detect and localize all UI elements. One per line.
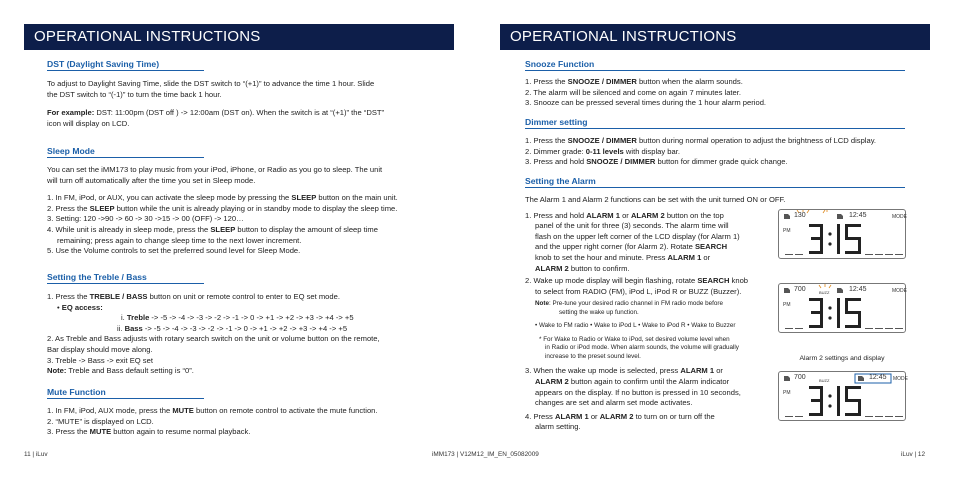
treble-bass-title: Setting the Treble / Bass [47, 272, 204, 284]
right-page-number: iLuv | 12 [901, 451, 926, 458]
alarm-step3-line3: appears on the display. If no button is pressed in 10 seconds, [535, 387, 741, 397]
dst-title: DST (Daylight Saving Time) [47, 59, 204, 71]
treble-note-text: Treble and Bass default setting is “0”. [66, 366, 194, 376]
dimmer-title: Dimmer setting [525, 117, 905, 129]
lcd2-alarm2-time: 12:45 [849, 286, 867, 293]
alarm-bell-icon [784, 214, 790, 219]
alarm-step1-search: SEARCH [694, 242, 728, 252]
lcd-display-wake-mode [778, 283, 906, 333]
alarm-step2-end: knob [729, 276, 749, 286]
treble-step1-key: TREBLE / BASS [89, 292, 148, 301]
sleep-step2: 2. Press the [47, 203, 90, 213]
treble-step1-end: button on unit or remote control to enter to EQ set mode. [147, 292, 340, 301]
alarm-step4-line2: alarm setting. [535, 422, 581, 432]
alarm-step1-line6: button to confirm. [568, 263, 630, 273]
alarm-step1-line5-or: or [701, 252, 711, 262]
treble-values: -> -5 -> -4 -> -3 -> -2 -> -1 -> 0 -> +1 -> +2 -> +3 -> +4 -> +5 [149, 313, 354, 323]
alarm-step2-key: SEARCH [697, 276, 730, 286]
treble-note-label: Note: [47, 366, 67, 376]
bass-label: Bass [124, 323, 143, 333]
sleep-step4-key: SLEEP [210, 224, 236, 234]
eq-bullet: • [57, 302, 62, 312]
sleep-p1-line2: will turn off automatically after the time you set in Sleep mode. [47, 175, 256, 185]
alarm-step1-line2: panel of the unit for three (3) seconds. The alarm time will [535, 221, 729, 231]
dimmer-step2-key: 0-11 levels [585, 146, 624, 156]
alarm-step2-line2: to select from RADIO (FM), iPod L, iPod R or BUZZ (Buzzer). [535, 286, 742, 296]
document-id: iMM173 | V12M12_IM_EN_05082009 [432, 451, 539, 458]
snooze-title: Snooze Function [525, 59, 905, 71]
alarm2-bell-icon [837, 214, 843, 219]
mute-step1: 1. In FM, iPod, AUX mode, press the [47, 406, 173, 415]
alarm-step1-key1: ALARM 1 [586, 210, 620, 220]
mute-function-title: Mute Function [47, 387, 204, 399]
alarm-note-label: Note [535, 300, 549, 308]
dst-p1-line2: the DST switch to “(-1)” to turn the time back 1 hour. [47, 89, 222, 99]
alarm-star-line3: increase to the preset sound level. [545, 352, 641, 360]
alarm2-bell-icon [837, 288, 843, 293]
wake-options-list: • Wake to FM radio • Wake to iPod L • Wake to iPod R • Wake to Buzzer [535, 322, 736, 330]
treble-bass-body [47, 292, 380, 377]
sleep-step2-end: button while the unit is already playing or in standby mode to display the sleep time. [114, 203, 398, 213]
setting-alarm-body [525, 195, 785, 433]
left-page-banner: OPERATIONAL INSTRUCTIONS [24, 24, 454, 50]
alarm-step3-line2: button again to confirm until the Alarm indicator [568, 376, 730, 386]
snooze-step1-key: SNOOZE / DIMMER [567, 77, 637, 86]
mute-step2: 2. “MUTE” is displayed on LCD. [47, 416, 154, 426]
alarm-note-line2: setting the wake up function. [559, 308, 639, 316]
mute-step1-end: button on remote control to activate the mute function. [193, 406, 378, 415]
sleep-step4-cont: remaining; press again to change sleep time to the next lower increment. [57, 235, 302, 245]
dimmer-step1-end: button during normal operation to adjust the brightness of LCD display. [636, 136, 877, 145]
alarm-step1-line5-key: ALARM 1 [667, 252, 702, 262]
sleep-step1-end: button on the main unit. [316, 193, 398, 203]
alarm-step3: 3. When the wake up mode is selected, press [525, 366, 681, 376]
lcd1-mode-label: MODE [892, 214, 907, 220]
mute-step3: 3. Press the [47, 427, 90, 437]
lcd2-buzz-label: BUZZ [819, 290, 830, 295]
right-page-banner: OPERATIONAL INSTRUCTIONS [500, 24, 930, 50]
big-digits [809, 224, 861, 254]
dimmer-step1-key: SNOOZE / DIMMER [567, 136, 637, 145]
bass-values: -> -5 -> -4 -> -3 -> -2 -> -1 -> 0 -> +1 -> +2 -> +3 -> +4 -> +5 [142, 323, 348, 333]
sleep-mode-title: Sleep Mode [47, 146, 204, 158]
mute-step1-key: MUTE [172, 406, 194, 415]
bass-prefix: ii. [117, 323, 125, 333]
mute-function-body [47, 406, 378, 438]
treble-step1: 1. Press the [47, 292, 90, 301]
dimmer-step3-end: button for dimmer grade quick change. [655, 157, 788, 167]
sleep-mode-body [47, 165, 398, 257]
dst-body [47, 79, 384, 129]
treble-step2-cont: Bar display should move along. [47, 344, 153, 354]
snooze-step1-end: button when the alarm sounds. [636, 77, 743, 86]
dst-example-label: For example: [47, 108, 95, 118]
lcd2-mode-label: MODE [892, 288, 907, 294]
treble-step3: 3. Treble -> Bass -> exit EQ set [47, 355, 153, 365]
big-digits [809, 386, 861, 416]
lcd3-buzz-label: BUZZ [819, 378, 830, 383]
alarm-step1-line3: flash on the upper left corner of the LCD display (for Alarm 1) [535, 231, 740, 241]
alarm2-bell-icon [858, 376, 864, 381]
sleep-step5: 5. Use the Volume controls to set the preferred sound level for Sleep Mode. [47, 246, 301, 256]
alarm-step2: 2. Wake up mode display will begin flashing, rotate [525, 276, 698, 286]
alarm-step3-or: or [714, 366, 723, 376]
alarm-step1-or: or [619, 210, 631, 220]
dash-row [785, 254, 903, 255]
sleep-step2-key: SLEEP [89, 203, 115, 213]
sleep-step1-key: SLEEP [291, 193, 317, 203]
alarm-step4: 4. Press [525, 411, 555, 421]
dimmer-step2: 2. Dimmer grade: [525, 146, 586, 156]
alarm-step1-end: button on the top [664, 210, 724, 220]
alarm-step3-line2-key: ALARM 2 [535, 376, 569, 386]
sleep-step4: 4. While unit is already in sleep mode, press the [47, 224, 211, 234]
alarm-step4-key2: ALARM 2 [599, 411, 634, 421]
alarm-step4-or: or [588, 411, 600, 421]
left-page-number: 11 | iLuv [24, 451, 48, 458]
lcd3-mode-label: MODE [893, 376, 908, 382]
lcd1-alarm1-time: 130 [794, 212, 806, 219]
alarm-figure-caption: Alarm 2 settings and display [799, 355, 885, 362]
dimmer-step1: 1. Press the [525, 136, 568, 145]
alarm-step1-line4: and the upper right corner (for Alarm 2). Rotate [535, 242, 695, 252]
lcd1-pm-label: PM [783, 228, 791, 234]
sleep-step1: 1. In FM, iPod, or AUX, you can activate the sleep mode by pressing the [47, 193, 292, 203]
lcd3-alarm2-time: 12:45 [869, 374, 887, 381]
lcd2-pm-label: PM [783, 302, 791, 308]
dst-example-line2: icon will display on LCD. [47, 118, 130, 128]
dst-p1-line1: To adjust to Daylight Saving Time, slide the DST switch to “(+1)” to advance the time 1 hour. Slide [47, 79, 375, 88]
dimmer-step3: 3. Press and hold [525, 157, 587, 167]
dash-row [785, 416, 903, 417]
dimmer-step2-end: with display bar. [623, 146, 680, 156]
snooze-body [525, 77, 766, 109]
lcd-display-alarm-time [778, 209, 906, 259]
mute-step3-end: button again to resume normal playback. [111, 427, 251, 437]
sleep-step3: 3. Setting: 120 ->90 -> 60 -> 30 ->15 -> 00 (OFF) -> 120… [47, 214, 244, 224]
big-digits [809, 298, 861, 328]
alarm-step4-end: to turn on or turn off the [633, 411, 715, 421]
flash-rays-icon [819, 284, 831, 288]
lcd1-alarm2-time: 12:45 [849, 212, 867, 219]
alarm-step1: 1. Press and hold [525, 210, 587, 220]
alarm-step3-key: ALARM 1 [680, 366, 715, 376]
alarm-intro: The Alarm 1 and Alarm 2 functions can be set with the unit turned ON or OFF. [525, 195, 786, 204]
lcd-display-alarm-set [778, 371, 906, 421]
alarm-star-line1: * For Wake to Radio or Wake to iPod, set desired volume level when [539, 335, 730, 343]
sleep-p1-line1: You can set the iMM173 to play music from your iPod, iPhone, or Radio as you go to sleep. The unit [47, 165, 383, 174]
lcd3-alarm1-time: 700 [794, 374, 806, 381]
alarm-step3-line4: changes are set and alarm set mode activates. [535, 398, 693, 408]
lcd3-pm-label: PM [783, 390, 791, 396]
snooze-step1: 1. Press the [525, 77, 568, 86]
snooze-step2: 2. The alarm will be silenced and come on again 7 minutes later. [525, 87, 741, 97]
treble-label: Treble [126, 313, 150, 323]
alarm-note-line1: : Pre-tune your desired radio channel in FM radio mode before [549, 300, 723, 308]
alarm-bell-icon [784, 376, 790, 381]
alarm-step1-line6-key: ALARM 2 [535, 263, 569, 273]
sleep-step4-end: button to display the amount of sleep time [235, 224, 378, 234]
dash-row [785, 328, 903, 329]
alarm-bell-icon [784, 288, 790, 293]
dimmer-body [525, 136, 876, 168]
setting-alarm-title: Setting the Alarm [525, 176, 905, 188]
alarm-step1-key2: ALARM 2 [630, 210, 665, 220]
alarm-step1-line5: knob to set the hour and minute. Press [535, 252, 668, 262]
alarm-star-line2: in Radio or iPod mode. When alarm sounds, the volume will gradually [545, 344, 739, 352]
snooze-step3: 3. Snooze can be pressed several times during the 1 hour alarm period. [525, 98, 767, 108]
dst-example-line1: DST: 11:00pm (DST off ) -> 12:00am (DST on). When the switch is at “(+1)” the “DST” [94, 108, 385, 118]
alarm-step4-key1: ALARM 1 [554, 411, 589, 421]
eq-access-label: EQ access: [61, 302, 103, 312]
treble-step2: 2. As Treble and Bass adjusts with rotary search switch on the unit or volume button on the remote, [47, 334, 380, 344]
lcd2-alarm1-time: 700 [794, 286, 806, 293]
mute-step3-key: MUTE [89, 427, 112, 437]
dimmer-step3-key: SNOOZE / DIMMER [586, 157, 656, 167]
treble-prefix: i. [121, 313, 127, 323]
